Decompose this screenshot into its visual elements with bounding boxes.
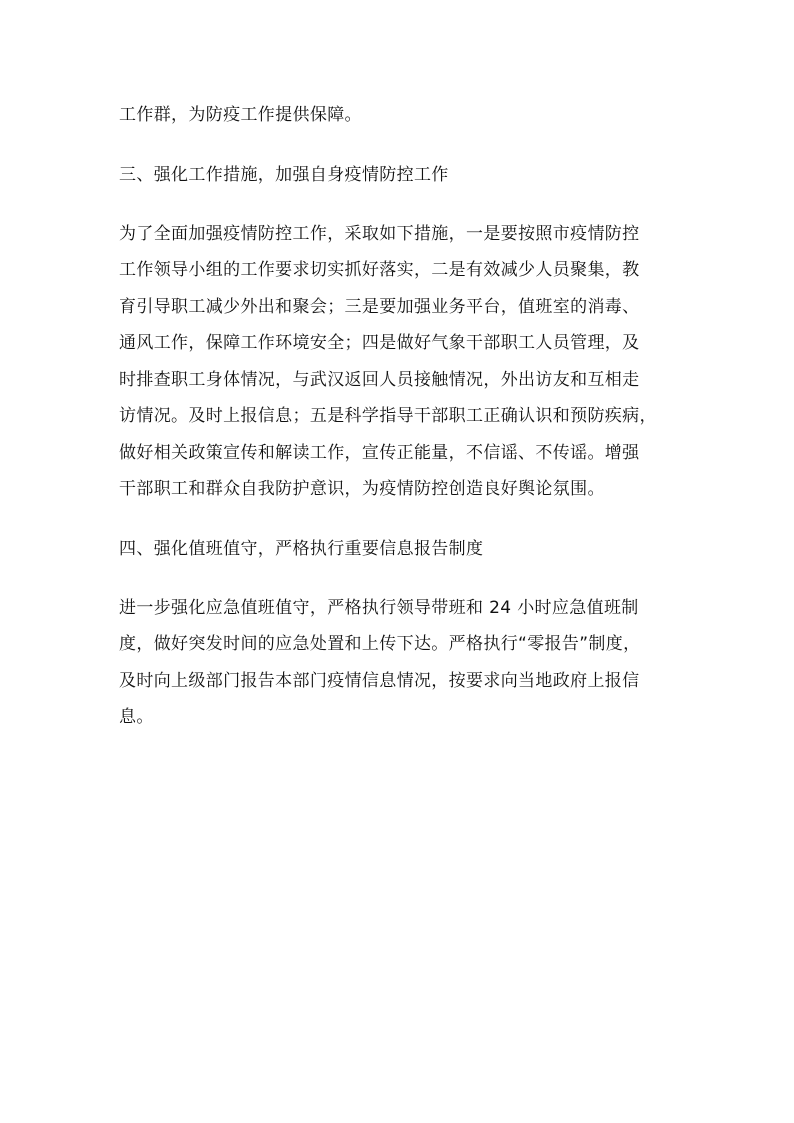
continuation-paragraph — [119, 97, 675, 134]
paragraph-line: 度，做好突发时间的应急处置和上传下达。严格执行“零报告”制度， — [119, 634, 641, 654]
paragraph-line: 通风工作，保障工作环境安全；四是做好气象干部职工人员管理，及 — [119, 333, 640, 353]
paragraph-line: 息。 — [119, 707, 154, 727]
section-three-paragraph — [119, 216, 675, 508]
paragraph-line: 访情况。及时上报信息；五是科学指导干部职工正确认识和预防疾病， — [119, 406, 657, 426]
paragraph-gap — [119, 508, 675, 531]
section-three-heading: 三、强化工作措施，加强自身疫情防控工作 — [119, 164, 449, 185]
section-four-heading: 四、强化值班值守，严格执行重要信息报告制度 — [119, 538, 484, 559]
section-four-paragraph — [119, 590, 675, 736]
paragraph-line: 及时向上级部门报告本部门疫情信息情况，按要求向当地政府上报信 — [119, 670, 640, 691]
paragraph-line: 为了全面加强疫情防控工作，采取如下措施，一是要按照市疫情防控 — [119, 223, 640, 244]
section-three — [119, 157, 675, 508]
paragraph-line: 工作领导小组的工作要求切实抓好落实，二是有效减少人员聚集，教 — [119, 260, 640, 280]
document-body — [119, 97, 675, 736]
paragraph-line: 工作群，为防疫工作提供保障。 — [119, 105, 362, 125]
paragraph-gap — [119, 134, 675, 157]
paragraph-line: 进一步强化应急值班值守，严格执行领导带班和 24 小时应急值班制 — [119, 597, 639, 618]
paragraph-line: 做好相关政策宣传和解读工作，宣传正能量，不信谣、不传谣。增强 — [119, 442, 640, 463]
paragraph-line: 干部职工和群众自我防护意识，为疫情防控创造良好舆论氛围。 — [119, 479, 605, 499]
paragraph-gap — [119, 567, 675, 590]
paragraph-line: 育引导职工减少外出和聚会；三是要加强业务平台，值班室的消毒、 — [119, 296, 640, 317]
section-four — [119, 531, 675, 736]
paragraph-line: 时排查职工身体情况，与武汉返回人员接触情况，外出访友和互相走 — [119, 369, 640, 390]
paragraph-gap — [119, 193, 675, 216]
